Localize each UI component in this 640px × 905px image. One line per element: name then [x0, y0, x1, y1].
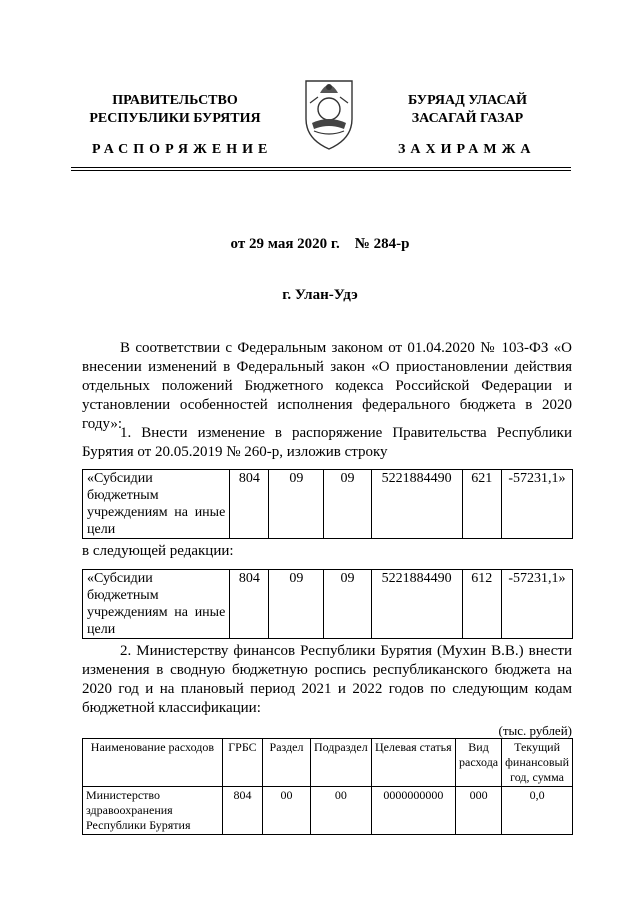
header-rule-bottom [71, 170, 571, 171]
org-name-buryat [385, 92, 550, 128]
header-target-article: Целевая статья [371, 739, 455, 787]
expense-type-cell: 000 [456, 787, 502, 835]
target-article-cell: 0000000000 [371, 787, 455, 835]
expense-name-cell: «Субсидии бюджетным учреждениям на иные цели [83, 570, 230, 639]
section-cell: 00 [263, 787, 311, 835]
expense-name-cell: «Субсидии бюджетным учреждениям на иные цели [83, 470, 230, 539]
header-amount: Текущий финансовый год, сумма [502, 739, 573, 787]
subsection-cell: 09 [324, 470, 371, 539]
target-article-cell: 5221884490 [371, 570, 462, 639]
units-label: (тыс. рублей) [498, 723, 572, 738]
org-buryat-line-2: ЗАСАГАЙ ГАЗАР [411, 111, 524, 126]
intro-paragraph: В соответствии с Федеральным законом от 01.04.2020 № 103-ФЗ «О внесении изменений в Федеральный закон «О приостановлении действия отдельных положений Бюджетного кодекса Российской Федерации и установлении особенностей исполнения федерального бюджета в 2020 году»: [82, 340, 572, 432]
header-rule-top [71, 167, 571, 168]
grbs-cell: 804 [230, 570, 269, 639]
header-grbs: ГРБС [222, 739, 262, 787]
expense-type-cell: 621 [462, 470, 501, 539]
city: г. Улан-Удэ [282, 287, 358, 303]
amount-cell: -57231,1» [501, 470, 572, 539]
subsection-cell: 09 [324, 570, 371, 639]
new-row-table [82, 569, 573, 639]
org-name-russian [80, 92, 270, 128]
date-and-number: от 29 мая 2020 г. № 284-р [230, 236, 410, 252]
grbs-cell: 804 [222, 787, 262, 835]
expense-type-cell: 612 [462, 570, 501, 639]
header-section: Раздел [263, 739, 311, 787]
subsection-cell: 00 [310, 787, 371, 835]
section-cell: 09 [269, 470, 324, 539]
doc-type-russian: РАСПОРЯЖЕНИЕ [92, 142, 273, 157]
doc-type-buryat: ЗАХИРАМЖА [398, 142, 536, 157]
header-subsection: Подраздел [310, 739, 371, 787]
amount-cell: -57231,1» [501, 570, 572, 639]
table-row [83, 470, 573, 539]
header-expense-name: Наименование расходов [83, 739, 223, 787]
old-row-table [82, 469, 573, 539]
section-cell: 09 [269, 570, 324, 639]
new-edition-label: в следующей редакции: [82, 543, 234, 559]
grbs-cell: 804 [230, 470, 269, 539]
item-2-paragraph: 2. Министерству финансов Республики Бурятия (Мухин В.В.) внести изменения в сводную бюджетную роспись республиканского бюджета на 2020 год и на плановый период 2021 и 2022 годов по следующим кодам бюджетной классификации: [82, 643, 572, 716]
target-article-cell: 5221884490 [371, 470, 462, 539]
header-expense-type: Вид расхода [456, 739, 502, 787]
expense-name-cell: Министерство здравоохранения Республики Бурятия [83, 787, 223, 835]
org-line-2: РЕСПУБЛИКИ БУРЯТИЯ [89, 111, 261, 126]
table-row [83, 787, 573, 835]
item-1-paragraph: 1. Внести изменение в распоряжение Правительства Республики Бурятия от 20.05.2019 № 260-р, изложив строку [82, 425, 572, 460]
table-row [83, 570, 573, 639]
budget-classification-table [82, 738, 573, 835]
table-header-row [83, 739, 573, 787]
org-line-1: ПРАВИТЕЛЬСТВО [112, 93, 238, 108]
coat-of-arms-icon [300, 73, 358, 153]
amount-cell: 0,0 [502, 787, 573, 835]
org-buryat-line-1: БУРЯАД УЛАСАЙ [408, 93, 527, 108]
